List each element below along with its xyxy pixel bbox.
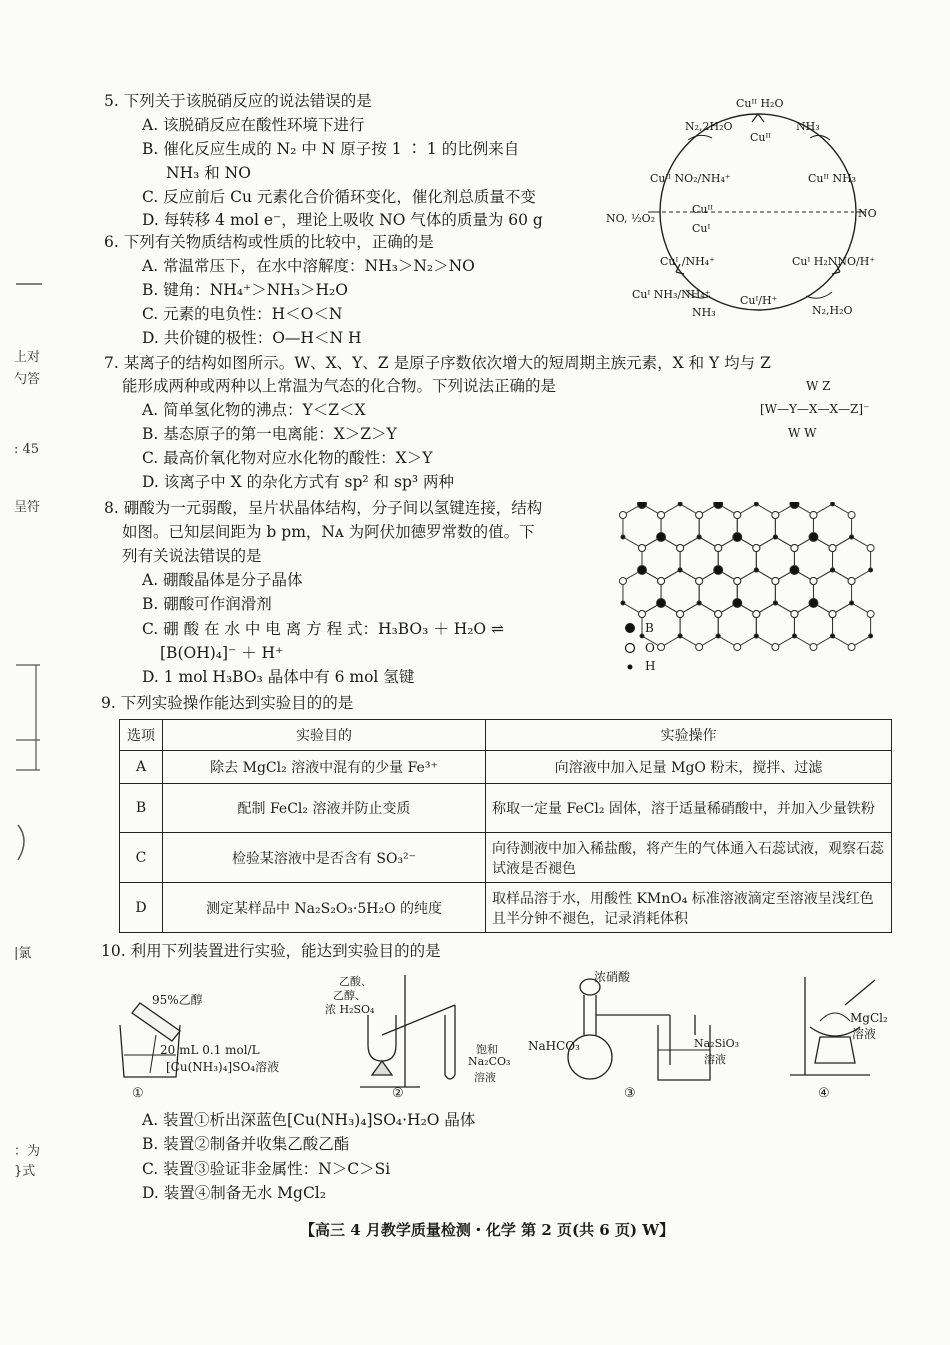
lattice-ring xyxy=(718,603,756,647)
lattice-ring xyxy=(699,570,737,614)
app3-label: 浓硝酸 xyxy=(594,970,631,984)
q6-option-b: B. 键角：NH₄⁺＞NH₃＞H₂O xyxy=(142,281,348,299)
margin-fragment: }式 xyxy=(14,1164,36,1179)
lattice-ring xyxy=(794,603,832,647)
oxygen-atom xyxy=(619,578,626,585)
oxygen-atom xyxy=(658,578,665,585)
hydrogen-atom xyxy=(831,568,835,572)
q5-option-c: C. 反应前后 Cu 元素化合价循环变化，催化剂总质量不变 xyxy=(142,188,536,206)
q8-option-c-cont: [B(OH)₄]⁻ ＋ H⁺ xyxy=(160,644,284,662)
q6-option-a: A. 常温常压下，在水中溶解度：NH₃＞N₂＞NO xyxy=(142,257,475,275)
table-cell: 称取一定量 FeCl₂ 固体，溶于适量稀硝酸中，并加入少量铁粉 xyxy=(486,784,892,833)
cycle-label: Cuᴵᴵ xyxy=(692,203,713,216)
table-cell: 检验某溶液中是否含有 SO₃²⁻ xyxy=(163,833,486,883)
table-row xyxy=(120,751,892,784)
table-header-row xyxy=(120,720,892,751)
app4-label: 溶液 xyxy=(852,1027,877,1041)
margin-fragment: ：为 xyxy=(14,1144,41,1159)
boron-atom xyxy=(657,533,666,542)
oxygen-atom xyxy=(677,545,684,552)
cycle-label: NO, ½O₂ xyxy=(606,212,656,225)
table-cell: A xyxy=(120,751,163,784)
lattice-ring xyxy=(661,570,699,614)
hydrogen-atom xyxy=(678,568,682,572)
lattice-ring xyxy=(737,570,775,614)
boron-atom xyxy=(809,599,818,608)
margin-fragment: 勺答 xyxy=(14,372,41,387)
table-cell: 向待测液中加入稀盐酸，将产生的气体通入石蕊试液，观察石蕊试液是否褪色 xyxy=(486,833,892,883)
boron-atom xyxy=(809,533,818,542)
page-footer: 【高三 4 月教学质量检测・化学 第 2 页(共 6 页) W】 xyxy=(300,1221,675,1239)
app2-label: 乙醇、 xyxy=(333,989,366,1002)
oxygen-atom xyxy=(639,611,646,618)
q8-option-b: B. 硼酸可作润滑剂 xyxy=(142,595,272,613)
q5-option-a: A. 该脱硝反应在酸性环境下进行 xyxy=(142,116,365,134)
q8-option-a: A. 硼酸晶体是分子晶体 xyxy=(142,571,303,589)
lattice-ring xyxy=(661,504,699,548)
q7-stem: 7. 某离子的结构如图所示。W、X、Y、Z 是原子序数依次增大的短周期主族元素，X 和 Y 均与 Z xyxy=(104,354,771,372)
app2-label: 溶液 xyxy=(474,1071,496,1084)
table-header: 实验操作 xyxy=(486,720,892,751)
oxygen-atom xyxy=(772,578,779,585)
q8-stem-cont: 列有关说法错误的是 xyxy=(122,547,262,565)
lattice-ring xyxy=(775,570,813,614)
cycle-label: NH₃ xyxy=(692,306,716,319)
table-cell: B xyxy=(120,784,163,833)
lattice-ring xyxy=(623,570,661,614)
hydrogen-atom xyxy=(869,634,873,638)
table-cell: D xyxy=(120,883,163,933)
cycle-label: NO xyxy=(858,207,877,220)
q10-option-d: D. 装置④制备无水 MgCl₂ xyxy=(142,1184,326,1202)
app3-label: NaHCO₃ xyxy=(528,1039,580,1053)
oxygen-atom xyxy=(696,578,703,585)
table-cell: 测定某样品中 Na₂S₂O₃·5H₂O 的纯度 xyxy=(163,883,486,933)
cycle-label: Cuᴵᴵ H₂O xyxy=(736,97,784,110)
q10-option-a: A. 装置①析出深蓝色[Cu(NH₃)₄]SO₄·H₂O 晶体 xyxy=(142,1111,476,1129)
hydrogen-atom xyxy=(678,634,682,638)
lattice-ring xyxy=(680,537,718,581)
ion-structure-main: [W—Y—X—X—Z]⁻ xyxy=(760,402,870,416)
cycle-label: Cuᴵ NH₃/NH₄⁺ xyxy=(632,288,711,301)
q6-stem: 6. 下列有关物质结构或性质的比较中，正确的是 xyxy=(104,233,434,251)
lattice-ring xyxy=(623,504,661,548)
oxygen-atom xyxy=(677,611,684,618)
hydrogen-atom xyxy=(716,634,720,638)
legend-oxygen: O xyxy=(645,641,655,655)
oxygen-atom xyxy=(715,545,722,552)
oxygen-atom xyxy=(810,578,817,585)
cycle-label: Cuᴵ/H⁺ xyxy=(740,294,778,307)
cycle-label: N₂,2H₂O xyxy=(685,120,733,133)
apparatus-drawings xyxy=(110,965,900,1095)
app2-label: 饱和 xyxy=(476,1043,498,1056)
lattice-ring xyxy=(756,537,794,581)
cycle-label: NH₃ xyxy=(796,120,820,133)
table-row xyxy=(120,883,892,933)
hydrogen-atom xyxy=(831,502,835,506)
hydrogen-atom xyxy=(697,601,701,605)
oxygen-atom xyxy=(810,512,817,519)
margin-fragment: : 45 xyxy=(14,442,40,457)
oxygen-atom xyxy=(696,512,703,519)
app3-label: Na₂SiO₃ xyxy=(694,1037,740,1050)
hydrogen-atom xyxy=(621,535,625,539)
q8-stem: 8. 硼酸为一元弱酸，呈片状晶体结构，分子间以氢键连接，结构 xyxy=(104,499,543,517)
lattice-ring xyxy=(794,537,832,581)
oxygen-atom xyxy=(696,644,703,651)
q5-option-b-cont: NH₃ 和 NO xyxy=(166,164,251,182)
oxygen-atom xyxy=(734,578,741,585)
oxygen-atom xyxy=(848,512,855,519)
hydrogen-atom xyxy=(850,601,854,605)
oxygen-atom xyxy=(734,512,741,519)
oxygen-atom xyxy=(810,644,817,651)
oxygen-atom xyxy=(639,545,646,552)
legend-boron: B xyxy=(645,621,654,635)
boron-atom xyxy=(733,533,742,542)
boron-atom xyxy=(714,566,723,575)
hydrogen-atom xyxy=(678,502,682,506)
oxygen-atom xyxy=(867,611,874,618)
table-header: 实验目的 xyxy=(163,720,486,751)
q9-stem: 9. 下列实验操作能达到实验目的的是 xyxy=(101,694,354,712)
oxygen-atom xyxy=(829,545,836,552)
cycle-label: Cuᴵᴵ xyxy=(750,131,771,144)
lattice-ring xyxy=(833,603,871,647)
boron-atom xyxy=(657,599,666,608)
cycle-label: Cuᴵ /NH₄⁺ xyxy=(660,255,715,268)
lattice-ring xyxy=(737,504,775,548)
boron-atom xyxy=(733,599,742,608)
q8-option-c: C. 硼 酸 在 水 中 电 离 方 程 式：H₃BO₃ ＋ H₂O ⇌ xyxy=(142,620,505,638)
oxygen-atom xyxy=(772,512,779,519)
q6-option-d: D. 共价键的极性：O—H＜N H xyxy=(142,329,362,347)
q7-option-a: A. 简单氢化物的沸点：Y＜Z＜X xyxy=(142,401,366,419)
table-cell: 向溶液中加入足量 MgO 粉末，搅拌、过滤 xyxy=(486,751,892,784)
oxygen-atom xyxy=(848,578,855,585)
table-row xyxy=(120,833,892,883)
hydrogen-atom xyxy=(621,601,625,605)
q5-option-b: B. 催化反应生成的 N₂ 中 N 原子按 1 ∶ 1 的比例来自 xyxy=(142,140,520,158)
lattice-ring xyxy=(718,537,756,581)
hydrogen-atom xyxy=(773,601,777,605)
lattice-ring xyxy=(680,603,718,647)
oxygen-atom xyxy=(753,611,760,618)
ion-structure-top: W Z xyxy=(806,379,831,393)
app4-number: ④ xyxy=(818,1086,830,1101)
oxygen-atom xyxy=(791,611,798,618)
q6-option-c: C. 元素的电负性：H＜O＜N xyxy=(142,305,343,323)
ion-structure-bottom: W W xyxy=(788,426,817,440)
app1-label: 95%乙醇 xyxy=(152,993,203,1007)
hydrogen-atom xyxy=(869,568,873,572)
q5-stem: 5. 下列关于该脱硝反应的说法错误的是 xyxy=(104,92,372,110)
lattice-ring xyxy=(813,570,851,614)
cycle-label: Cuᴵ xyxy=(692,222,711,235)
oxygen-atom xyxy=(658,512,665,519)
q5-option-d: D. 每转移 4 mol e⁻，理论上吸收 NO 气体的质量为 60 g xyxy=(142,211,543,229)
table-cell: 取样品溶于水，用酸性 KMnO₄ 标准溶液滴定至溶液呈浅红色且半分钟不褪色，记录消耗体积 xyxy=(486,883,892,933)
app3-label: 溶液 xyxy=(704,1053,726,1066)
margin-fragment: 上对 xyxy=(14,350,41,365)
table-cell: C xyxy=(120,833,163,883)
app1-number: ① xyxy=(132,1086,144,1101)
cycle-label: N₂,H₂O xyxy=(812,304,853,317)
hydrogen-atom xyxy=(754,568,758,572)
app2-number: ② xyxy=(392,1086,404,1101)
lattice-ring xyxy=(833,537,871,581)
hydrogen-atom xyxy=(754,634,758,638)
boron-atom xyxy=(714,502,723,509)
app2-label: 乙酸、 xyxy=(339,975,372,988)
q7-option-c: C. 最高价氧化物对应水化物的酸性：X＞Y xyxy=(142,449,433,467)
lattice-ring xyxy=(813,504,851,548)
oxygen-atom xyxy=(658,644,665,651)
q10-option-b: B. 装置②制备并收集乙酸乙酯 xyxy=(142,1135,350,1153)
oxygen-atom xyxy=(848,644,855,651)
lattice-ring xyxy=(642,537,680,581)
q10-option-c: C. 装置③验证非金属性：N＞C＞Si xyxy=(142,1160,391,1178)
hydrogen-atom xyxy=(850,535,854,539)
q8-stem-cont: 如图。已知层间距为 b pm，Nᴀ 为阿伏加德罗常数的值。下 xyxy=(122,523,535,541)
experiment-table xyxy=(119,719,892,933)
table-row xyxy=(120,784,892,833)
oxygen-atom xyxy=(715,611,722,618)
cycle-label: Cuᴵ H₂NNO/H⁺ xyxy=(792,255,876,268)
q7-option-b: B. 基态原子的第一电离能：X＞Z＞Y xyxy=(142,425,397,443)
hydrogen-atom xyxy=(792,634,796,638)
boron-atom xyxy=(638,502,647,509)
hydrogen-atom xyxy=(831,634,835,638)
q10-stem: 10. 利用下列装置进行实验，能达到实验目的的是 xyxy=(101,942,441,960)
margin-fragment: |氯 xyxy=(14,946,32,961)
hydrogen-atom xyxy=(697,535,701,539)
app3-number: ③ xyxy=(624,1086,636,1101)
oxygen-atom xyxy=(829,611,836,618)
margin-binding-lines xyxy=(0,270,50,870)
cycle-label: Cuᴵᴵ NH₃ xyxy=(808,172,857,185)
table-cell: 配制 FeCl₂ 溶液并防止变质 xyxy=(163,784,486,833)
q8-option-d: D. 1 mol H₃BO₃ 晶体中有 6 mol 氢键 xyxy=(142,668,415,686)
app4-label: MgCl₂ xyxy=(850,1011,888,1025)
oxygen-atom xyxy=(753,545,760,552)
lattice-ring xyxy=(775,504,813,548)
hydrogen-atom xyxy=(773,535,777,539)
table-cell: 除去 MgCl₂ 溶液中混有的少量 Fe³⁺ xyxy=(163,751,486,784)
oxygen-atom xyxy=(867,545,874,552)
oxygen-atom xyxy=(772,644,779,651)
boron-atom xyxy=(638,566,647,575)
app2-label: 浓 H₂SO₄ xyxy=(325,1003,375,1016)
oxygen-atom xyxy=(619,512,626,519)
margin-fragment: 呈符 xyxy=(14,500,41,515)
hydrogen-atom xyxy=(754,502,758,506)
boron-atom xyxy=(790,502,799,509)
app1-label: 20 mL 0.1 mol/L xyxy=(160,1043,260,1057)
q7-option-d: D. 该离子中 X 的杂化方式有 sp² 和 sp³ 两种 xyxy=(142,473,455,491)
app1-label: [Cu(NH₃)₄]SO₄溶液 xyxy=(166,1060,280,1074)
lattice-ring xyxy=(699,504,737,548)
legend-hydrogen: H xyxy=(645,659,656,673)
q7-stem-cont: 能形成两种或两种以上常温为气态的化合物。下列说法正确的是 xyxy=(122,377,557,395)
oxygen-atom xyxy=(734,644,741,651)
table-header: 选项 xyxy=(120,720,163,751)
app2-label: Na₂CO₃ xyxy=(468,1055,511,1068)
boron-atom xyxy=(790,566,799,575)
oxygen-atom xyxy=(791,545,798,552)
lattice-legend-symbols xyxy=(622,620,642,680)
lattice-ring xyxy=(756,603,794,647)
cycle-label: Cuᴵᴵ NO₂/NH₄⁺ xyxy=(650,172,731,185)
